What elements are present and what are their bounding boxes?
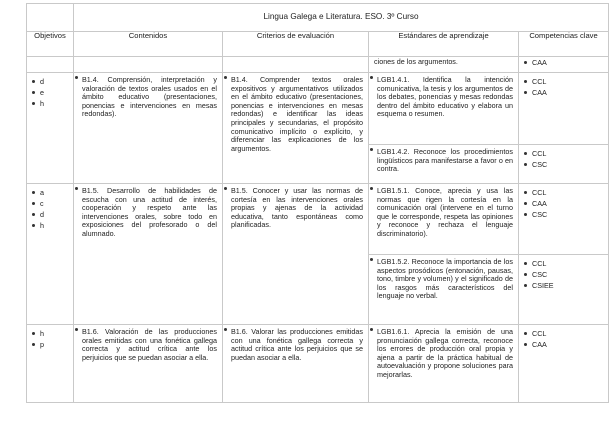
header-criterios: Criterios de evaluación — [223, 32, 369, 57]
criterio-text: B1.5. Conocer y usar las normas de cortesía en las intervenciones orales propias y ajenas de la actividad educativa, tanto espontáneas como planificadas. — [223, 184, 368, 234]
estandar-cell — [369, 325, 519, 403]
cont-contenido — [74, 57, 223, 73]
estandar-cell — [369, 145, 519, 184]
objetivos-cell — [27, 325, 74, 403]
estandar-text: LGB1.5.2. Reconoce la importancia de los aspectos prosódicos (entonación, pausas, tono, timbre y volumen) y el significado de los rasgos más característicos del lenguaje no verbal. — [369, 255, 518, 305]
objetivo-item: a — [31, 187, 73, 198]
competencia-item: CAA — [523, 57, 608, 68]
estandar-text: LGB1.4.2. Reconoce los procedimientos lingüísticos para manifestarse a favor o en contra. — [369, 145, 518, 178]
contenido-cell — [74, 184, 223, 325]
competencias-cell — [519, 255, 609, 325]
estandar-text: LGB1.5.1. Conoce, aprecia y usa las normas que rigen la cortesía en la comunicación oral (intervene en el turno que le corresponde, respeta las opiniones y reconoce y rechaza el lenguaje discriminatorio). — [369, 184, 518, 243]
competencia-item: CSC — [523, 269, 608, 280]
objetivo-item: d — [31, 76, 73, 87]
course-title: Lingua Galega e Literatura. ESO. 3º Curso — [74, 4, 609, 32]
competencia-item: CCL — [523, 258, 608, 269]
contenido-cell — [74, 73, 223, 184]
competencia-item: CSC — [523, 209, 608, 220]
estandar-cell — [369, 184, 519, 255]
competencia-item: CAA — [523, 87, 608, 98]
cont-criterio — [223, 57, 369, 73]
competencia-item: CSC — [523, 159, 608, 170]
contenido-text: B1.5. Desarrollo de habilidades de escucha con una actitud de interés, cooperación y respeto ante las intervenciones orales, sobre todo en exposiciones del profesorado o del alumnado. — [74, 184, 222, 243]
contenido-cell — [74, 325, 223, 403]
header-contenidos: Contenidos — [74, 32, 223, 57]
estandar-cell — [369, 73, 519, 145]
objetivo-item: h — [31, 98, 73, 109]
header-competencias: Competencias clave — [519, 32, 609, 57]
header-estandares: Estándares de aprendizaje — [369, 32, 519, 57]
competencias-cell — [519, 325, 609, 403]
objetivos-cell — [27, 73, 74, 184]
criterio-cell — [223, 184, 369, 325]
estandar-text: ciones de los argumentos. — [374, 57, 458, 66]
competencia-item: CSIEE — [523, 280, 608, 291]
cont-objetivos — [27, 57, 74, 73]
competencia-item: CCL — [523, 148, 608, 159]
objetivo-item: c — [31, 198, 73, 209]
criterio-text: B1.4. Comprender textos orales expositivos y argumentativos utilizados en el ámbito educativo (presentaciones, ponencias e intervenciones en mesas redondas) e identificar las ideas principales y secundarias, el propósito comunicativo implícito o explícito, y diferenciar las explicaciones de los argumentos. — [223, 73, 368, 157]
competencias-cell — [519, 145, 609, 184]
criterio-text: B1.6. Valorar las producciones emitidas con una fonética gallega correcta y actitud crítica ante los perjuicios que se puedan asociar a ella. — [223, 325, 368, 366]
objetivo-item: d — [31, 209, 73, 220]
estandar-cell — [369, 255, 519, 325]
estandar-text: LGB1.4.1. Identifica la intención comunicativa, la tesis y los argumentos de los debates, ponencias y mesas redondas dentro del ámbito educativo y elabora un esquema o resumen. — [369, 73, 518, 123]
objetivo-item: h — [31, 220, 73, 231]
competencia-item: CAA — [523, 198, 608, 209]
competencia-item: CCL — [523, 187, 608, 198]
competencia-item: CCL — [523, 328, 608, 339]
objetivo-item: h — [31, 328, 73, 339]
objetivos-cell — [27, 184, 74, 325]
criterio-cell — [223, 73, 369, 184]
cont-competencias — [519, 57, 609, 73]
curriculum-table — [26, 3, 609, 403]
competencia-item: CCL — [523, 76, 608, 87]
contenido-text: B1.6. Valoración de las producciones orales emitidas con una fonética gallega correcta y actitud crítica ante los perjuicios que se puedan asociar a ella. — [74, 325, 222, 366]
competencias-cell — [519, 184, 609, 255]
cont-estandar — [369, 57, 519, 73]
estandar-text: LGB1.6.1. Aprecia la emisión de una pronunciación gallega correcta, reconoce los errores de producción oral propia y ajena a partir de la práctica habitual de autoevaluación y propone soluciones para mejorarlas. — [369, 325, 518, 384]
header-objetivos: Objetivos — [27, 32, 74, 57]
competencia-item: CAA — [523, 339, 608, 350]
criterio-cell — [223, 325, 369, 403]
contenido-text: B1.4. Comprensión, interpretación y valoración de textos orales usados en el ámbito educativo (presentaciones, ponencias e intervenciones en mesas redondas). — [74, 73, 222, 123]
objetivo-item: p — [31, 339, 73, 350]
title-spacer — [27, 4, 74, 32]
competencias-cell — [519, 73, 609, 145]
objetivo-item: e — [31, 87, 73, 98]
